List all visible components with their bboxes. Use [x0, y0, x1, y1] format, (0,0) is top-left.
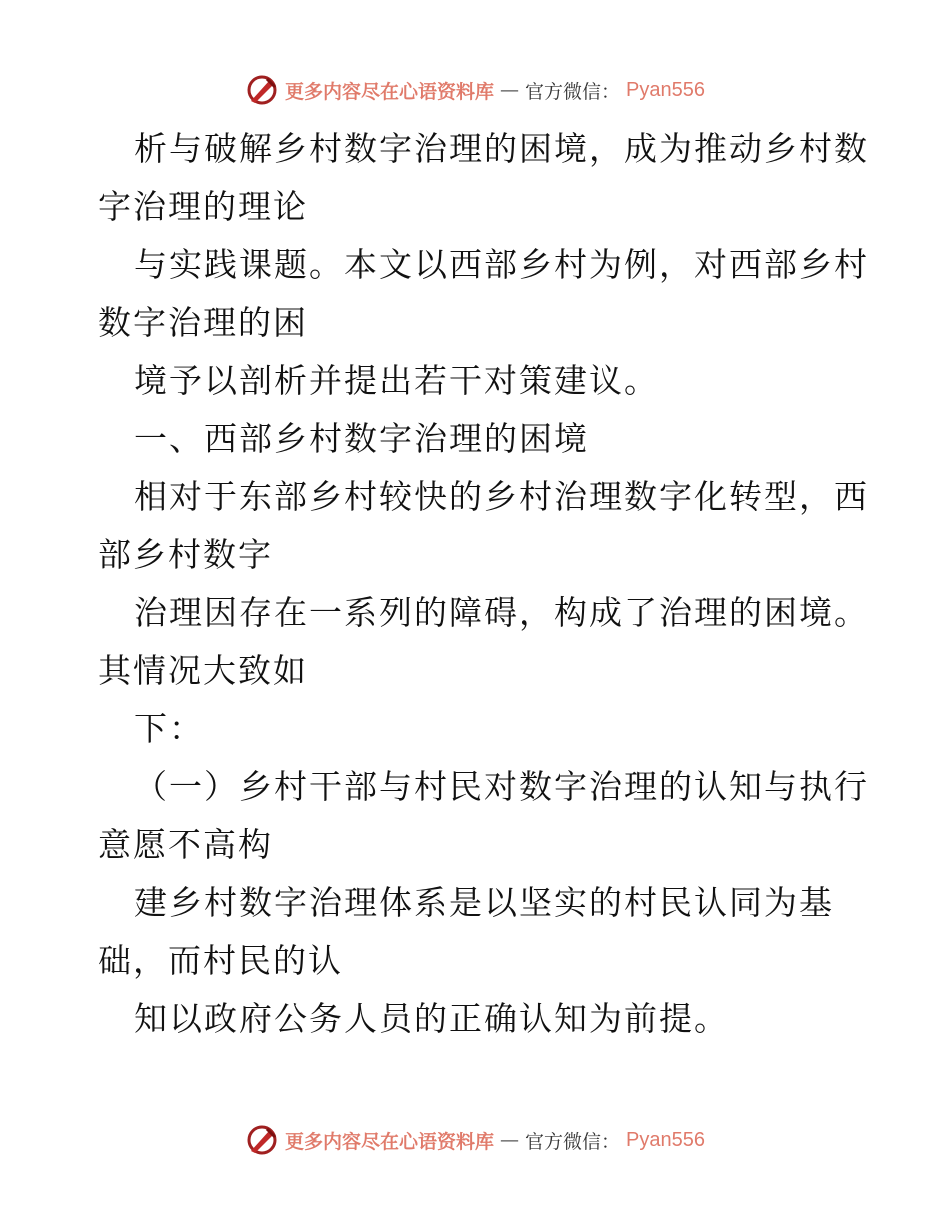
- body-line: 建乡村数字治理体系是以坚实的村民认同为基: [134, 883, 834, 922]
- pen-logo-icon: [245, 1123, 279, 1157]
- header-site-name: 更多内容尽在心语资料库: [285, 80, 495, 103]
- body-line: 析与破解乡村数字治理的困境，成为推动乡村数: [134, 129, 869, 168]
- footer-separator: —: [500, 1129, 520, 1151]
- footer-wechat-id: Pyan556: [626, 1128, 705, 1151]
- pen-logo-icon: [245, 73, 279, 107]
- body-line: 字治理的理论: [98, 187, 308, 226]
- body-line: 下：: [134, 709, 204, 748]
- body-line: 相对于东部乡村较快的乡村治理数字化转型，西: [134, 477, 869, 516]
- footer-banner: [0, 1120, 950, 1160]
- header-wechat-id: Pyan556: [626, 78, 705, 101]
- body-line: 其情况大致如: [98, 651, 308, 690]
- header-separator: —: [500, 79, 520, 101]
- footer-wechat-label: 官方微信：: [525, 1130, 621, 1153]
- body-line: 与实践课题。本文以西部乡村为例，对西部乡村: [134, 245, 869, 284]
- body-line: 部乡村数字: [98, 535, 273, 574]
- body-line: 数字治理的困: [98, 303, 308, 342]
- body-line: 境予以剖析并提出若干对策建议。: [134, 361, 659, 400]
- body-line: 治理因存在一系列的障碍，构成了治理的困境。: [134, 593, 869, 632]
- body-line: 意愿不高构: [98, 825, 273, 864]
- header-banner: [0, 70, 950, 110]
- body-line: 知以政府公务人员的正确认知为前提。: [134, 999, 729, 1038]
- footer-site-name: 更多内容尽在心语资料库: [285, 1130, 495, 1153]
- body-text: [98, 120, 869, 1048]
- header-wechat-label: 官方微信：: [525, 80, 621, 103]
- body-line: 础，而村民的认: [98, 941, 343, 980]
- section-heading: 一、西部乡村数字治理的困境: [134, 419, 589, 458]
- subsection-heading: （一）乡村干部与村民对数字治理的认知与执行: [134, 767, 869, 806]
